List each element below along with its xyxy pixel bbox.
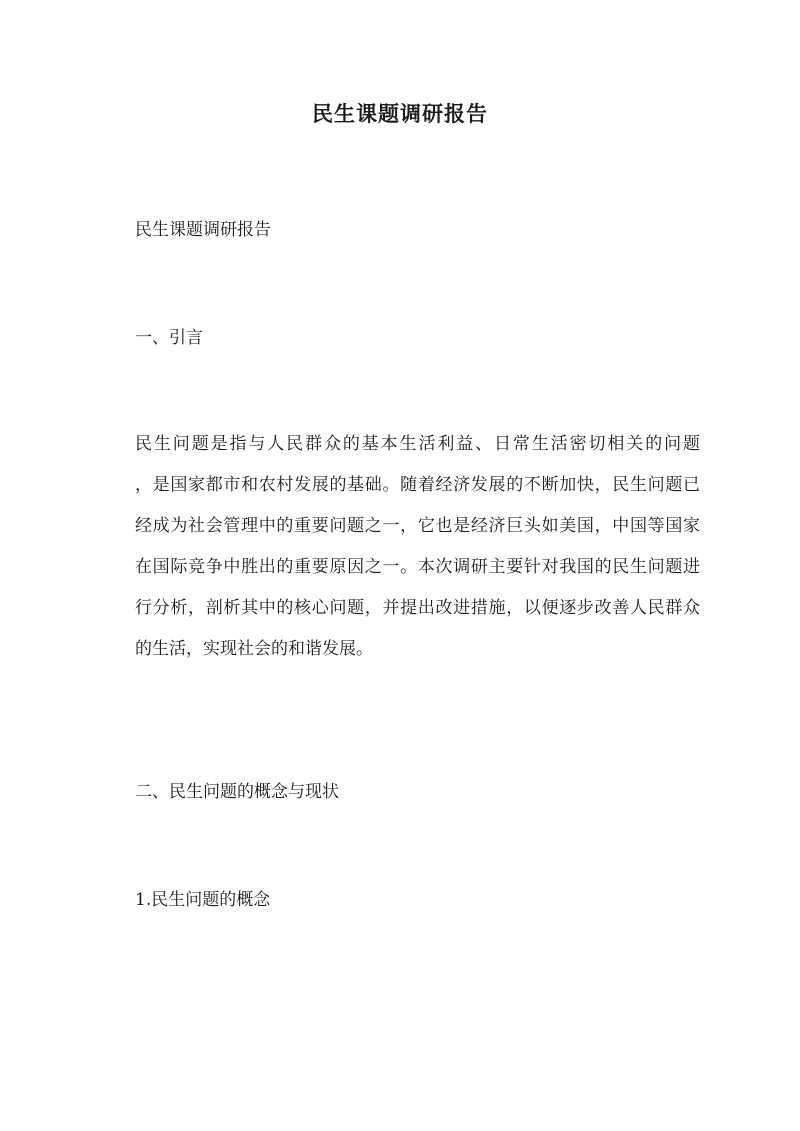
paragraph-line: ，是国家都市和农村发展的基础。随着经济发展的不断加快，民生问题已	[135, 475, 700, 495]
introduction-paragraph	[135, 424, 700, 670]
paragraph-line: 的生活，实现社会的和谐发展。	[135, 639, 373, 659]
paragraph-line: 行分析，剖析其中的核心问题，并提出改进措施，以便逐步改善人民群众	[135, 598, 700, 618]
paragraph-line: 民生问题是指与人民群众的基本生活利益、日常生活密切相关的问题	[135, 434, 700, 454]
paragraph-line: 经成为社会管理中的重要问题之一，它也是经济巨头如美国，中国等国家	[135, 516, 700, 536]
section-heading-concept-status: 二、民生问题的概念与现状	[135, 782, 339, 802]
document-title: 民生课题调研报告	[312, 101, 488, 126]
section-heading-introduction: 一、引言	[135, 328, 203, 348]
document-subtitle: 民生课题调研报告	[135, 220, 271, 240]
paragraph-line: 在国际竞争中胜出的重要原因之一。本次调研主要针对我国的民生问题进	[135, 557, 700, 577]
subsection-heading-concept: 1.民生问题的概念	[135, 890, 271, 910]
